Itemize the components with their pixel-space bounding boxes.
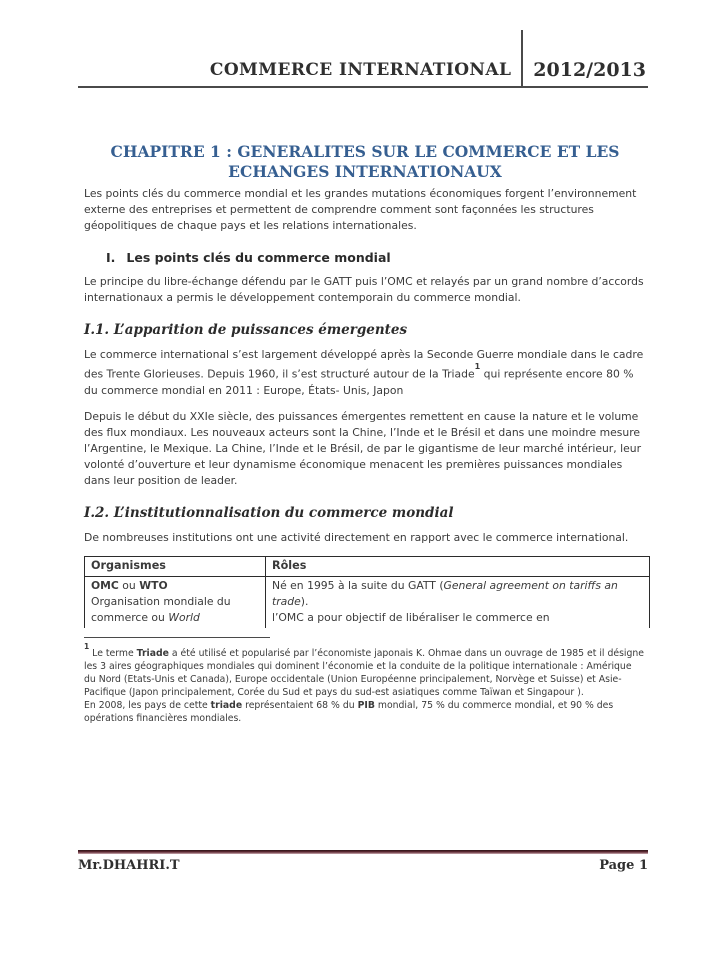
column-header-roles: Rôles bbox=[266, 556, 650, 576]
page-header bbox=[78, 0, 648, 88]
header-year: 2012/2013 bbox=[533, 59, 646, 81]
document-body bbox=[84, 142, 646, 725]
footnote2-text-mid: représentaient 68 % du bbox=[242, 699, 358, 711]
cell-role-omc bbox=[266, 576, 650, 628]
paragraph-institutions: De nombreuses institutions ont une activité directement en rapport avec le commerce international. bbox=[84, 530, 629, 544]
footer-page-number: Page 1 bbox=[599, 858, 648, 873]
column-header-organismes: Organismes bbox=[85, 556, 266, 576]
table-row bbox=[85, 576, 650, 628]
header-title: COMMERCE INTERNATIONAL bbox=[209, 60, 512, 80]
organisations-table bbox=[84, 556, 650, 628]
paragraph-triade bbox=[84, 347, 646, 399]
section-heading-1 bbox=[84, 250, 646, 265]
paragraph-gatt: Le principe du libre-échange défendu par le GATT puis l’OMC et relayés par un grand nombre d’accords internationaux a permis le développement contemporain du commerce mondial. bbox=[84, 275, 644, 304]
paragraph-intro: Les points clés du commerce mondial et les grandes mutations économiques forgent l’environnement externe des entreprises et permettent de comprendre comment sont façonnées les structures géopolitiques de chaque pays et les relations internationales. bbox=[84, 187, 637, 232]
section-number: I. bbox=[106, 250, 116, 265]
chapter-title: CHAPITRE 1 : GENERALITES SUR LE COMMERCE ET LES ECHANGES INTERNATIONAUX bbox=[110, 142, 620, 181]
role-text: Né en 1995 à la suite du GATT ( bbox=[272, 578, 444, 592]
omc-title-line bbox=[91, 578, 259, 594]
footer-author: Mr.DHAHRI.T bbox=[78, 858, 180, 873]
table-header-row bbox=[85, 556, 650, 576]
paragraph-triade-cont: qui représente encore 80 % du commerce mondial en 2011 : Europe, États- Unis, Japon bbox=[84, 367, 634, 397]
paragraph-emergentes: Depuis le début du XXIe siècle, des puissances émergentes remettent en cause la nature et le volume des flux mondiaux. Les nouveaux acteurs sont la Chine, l’Inde et le Brésil et dans une moindre mesure l’Argentine, le Mexique. La Chine, l’Inde et le Brésil, de par le gigantisme de leur marché intérieur, leur volonté d’ouverture et leur dynamisme économique menacent les premières puissances mondiales dans leur position de leader. bbox=[84, 409, 642, 487]
role-text-end: ). bbox=[300, 594, 309, 608]
omc-fullname-line bbox=[91, 594, 259, 626]
gatt-full-name: General agreement on tariffs an trade bbox=[272, 578, 618, 608]
footnote bbox=[84, 643, 646, 725]
footnote-text: Le terme bbox=[89, 647, 137, 659]
footnote2-text: En 2008, les pays de cette bbox=[84, 699, 211, 711]
subsection-heading-1-2: I.2. L’institutionnalisation du commerce mondial bbox=[84, 504, 454, 521]
subsection-heading-1-1: I.1. L’apparition de puissances émergentes bbox=[84, 322, 408, 338]
role-line-2: l’OMC a pour objectif de libéraliser le commerce en bbox=[272, 610, 550, 624]
role-line-1 bbox=[272, 578, 643, 610]
omc-abbr: OMC bbox=[91, 578, 119, 592]
footnote-number: 1 bbox=[84, 641, 90, 651]
cell-organisme-omc bbox=[85, 576, 266, 628]
footnote2-pib-bold: PIB bbox=[357, 699, 375, 711]
footnote-paragraph-2 bbox=[84, 699, 646, 725]
footnote2-text-end: mondial, 75 % du commerce mondial, et 90 % des opérations financières mondiales. bbox=[84, 699, 614, 724]
omc-fullname: Organisation mondiale du commerce ou bbox=[91, 594, 231, 624]
footnote2-triade-bold: triade bbox=[210, 699, 243, 711]
paragraph-triade-text: Le commerce international s’est largement développé après la Seconde Guerre mondiale dans le cadre des Trente Glorieuses. Depuis 1960, il s’est structuré autour de la Triade bbox=[84, 348, 644, 381]
footnote-paragraph-1 bbox=[84, 643, 646, 699]
wto-abbr: WTO bbox=[139, 578, 168, 592]
footnote-text-cont: a été utilisé et popularisé par l’économiste japonais K. Ohmae dans un ouvrage de 1985 et il désigne les 3 aires géographiques mondiales qui dominent l’économie et la conduite de la politique internationale : Amérique du Nord (Etats-Unis et Canada), Europe occidentale (Union Européenne principalement, Norvège et Suisse) et Asie-Pacifique (Japon principalement, Corée du Sud et pays du sud-est asiatiques comme Taïwan et Singapour ). bbox=[84, 647, 645, 698]
section-label: Les points clés du commerce mondial bbox=[126, 250, 391, 265]
omc-sep: ou bbox=[118, 578, 140, 592]
footnote-separator bbox=[84, 637, 270, 638]
footnote-triade-bold: Triade bbox=[136, 647, 169, 659]
page-footer bbox=[78, 850, 648, 873]
footnote-reference-1: 1 bbox=[474, 362, 481, 371]
omc-fullname-english: World bbox=[168, 610, 200, 624]
